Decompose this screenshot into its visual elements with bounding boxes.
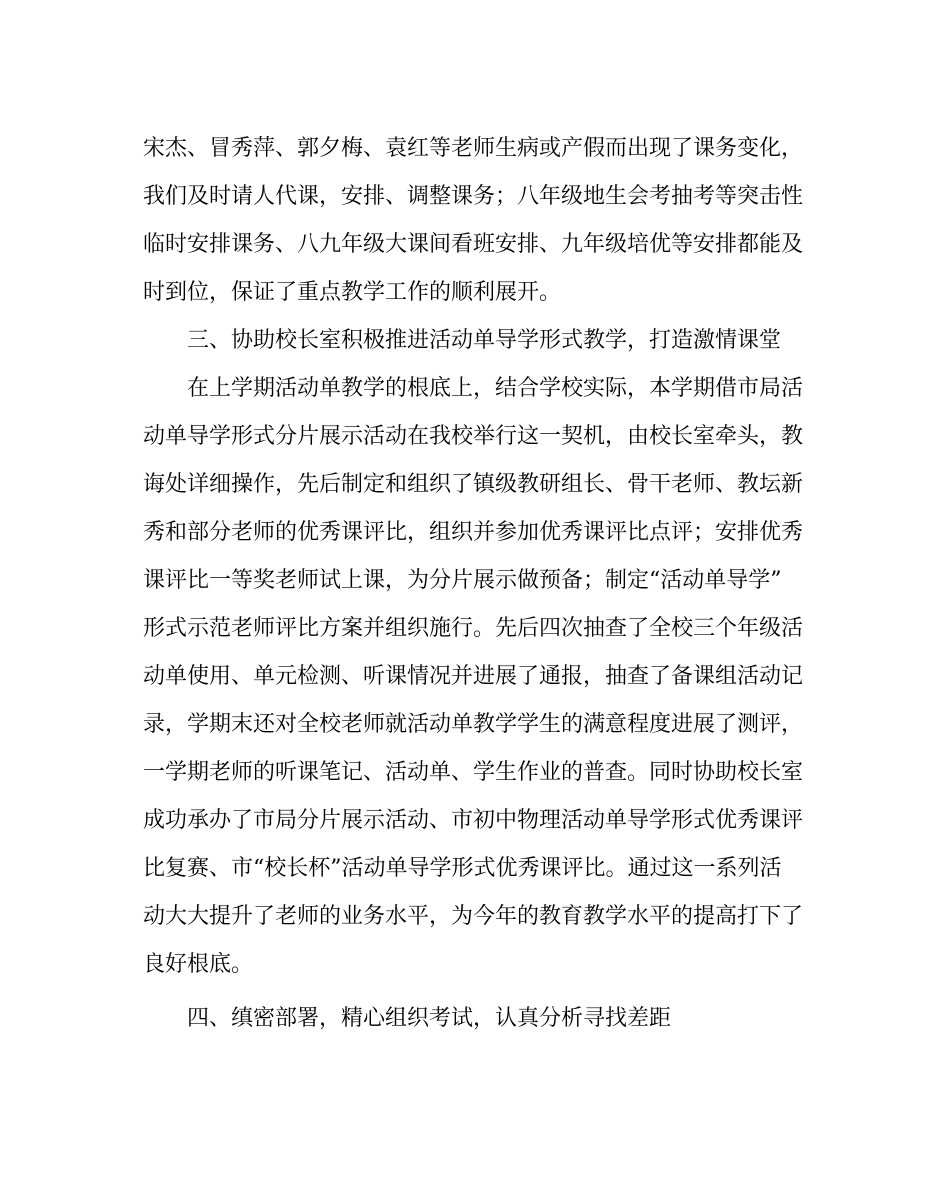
paragraph-line: 一学期老师的听课笔记、活动单、学生作业的普查。同时协助校长室	[143, 760, 804, 785]
paragraph-line: 宋杰、冒秀萍、郭夕梅、袁红等老师生病或产假而出现了课务变化，	[143, 136, 804, 161]
paragraph-line: 临时安排课务、八九年级大课间看班安排、九年级培优等安排都能及	[143, 232, 804, 257]
paragraph-line: 成功承办了市局分片展示活动、市初中物理活动单导学形式优秀课评	[143, 808, 804, 833]
paragraph-line: 课评比一等奖老师试上课，为分片展示做预备；制定“活动单导学”	[143, 568, 782, 593]
paragraph-line: 形式示范老师评比方案并组织施行。先后四次抽查了全校三个年级活	[143, 616, 804, 641]
section-heading: 四、缜密部署，精心组织考试，认真分析寻找差距	[187, 1006, 672, 1031]
paragraph-line: 录，学期末还对全校老师就活动单教学学生的满意程度进展了测评，	[143, 712, 804, 737]
paragraph-line: 良好根底。	[143, 952, 254, 977]
paragraph-line: 动单使用、单元检测、听课情况并进展了通报，抽查了备课组活动记	[143, 664, 804, 689]
paragraph-line: 我们及时请人代课，安排、调整课务；八年级地生会考抽考等突击性	[143, 184, 804, 209]
paragraph-line: 诲处详细操作，先后制定和组织了镇级教研组长、骨干老师、教坛新	[143, 472, 804, 497]
paragraph-line: 在上学期活动单教学的根底上，结合学校实际，本学期借市局活	[187, 376, 804, 401]
paragraph-line: 比复赛、市“校长杯”活动单导学形式优秀课评比。通过这一系列活	[143, 856, 782, 881]
section-heading: 三、协助校长室积极推进活动单导学形式教学，打造激情课堂	[187, 328, 782, 353]
paragraph-line: 秀和部分老师的优秀课评比，组织并参加优秀课评比点评；安排优秀	[143, 520, 804, 545]
paragraph-line: 动大大提升了老师的业务水平，为今年的教育教学水平的提高打下了	[143, 904, 804, 929]
paragraph-line: 动单导学形式分片展示活动在我校举行这一契机，由校长室牵头，教	[143, 424, 804, 449]
paragraph-line: 时到位，保证了重点教学工作的顺利展开。	[143, 280, 562, 305]
